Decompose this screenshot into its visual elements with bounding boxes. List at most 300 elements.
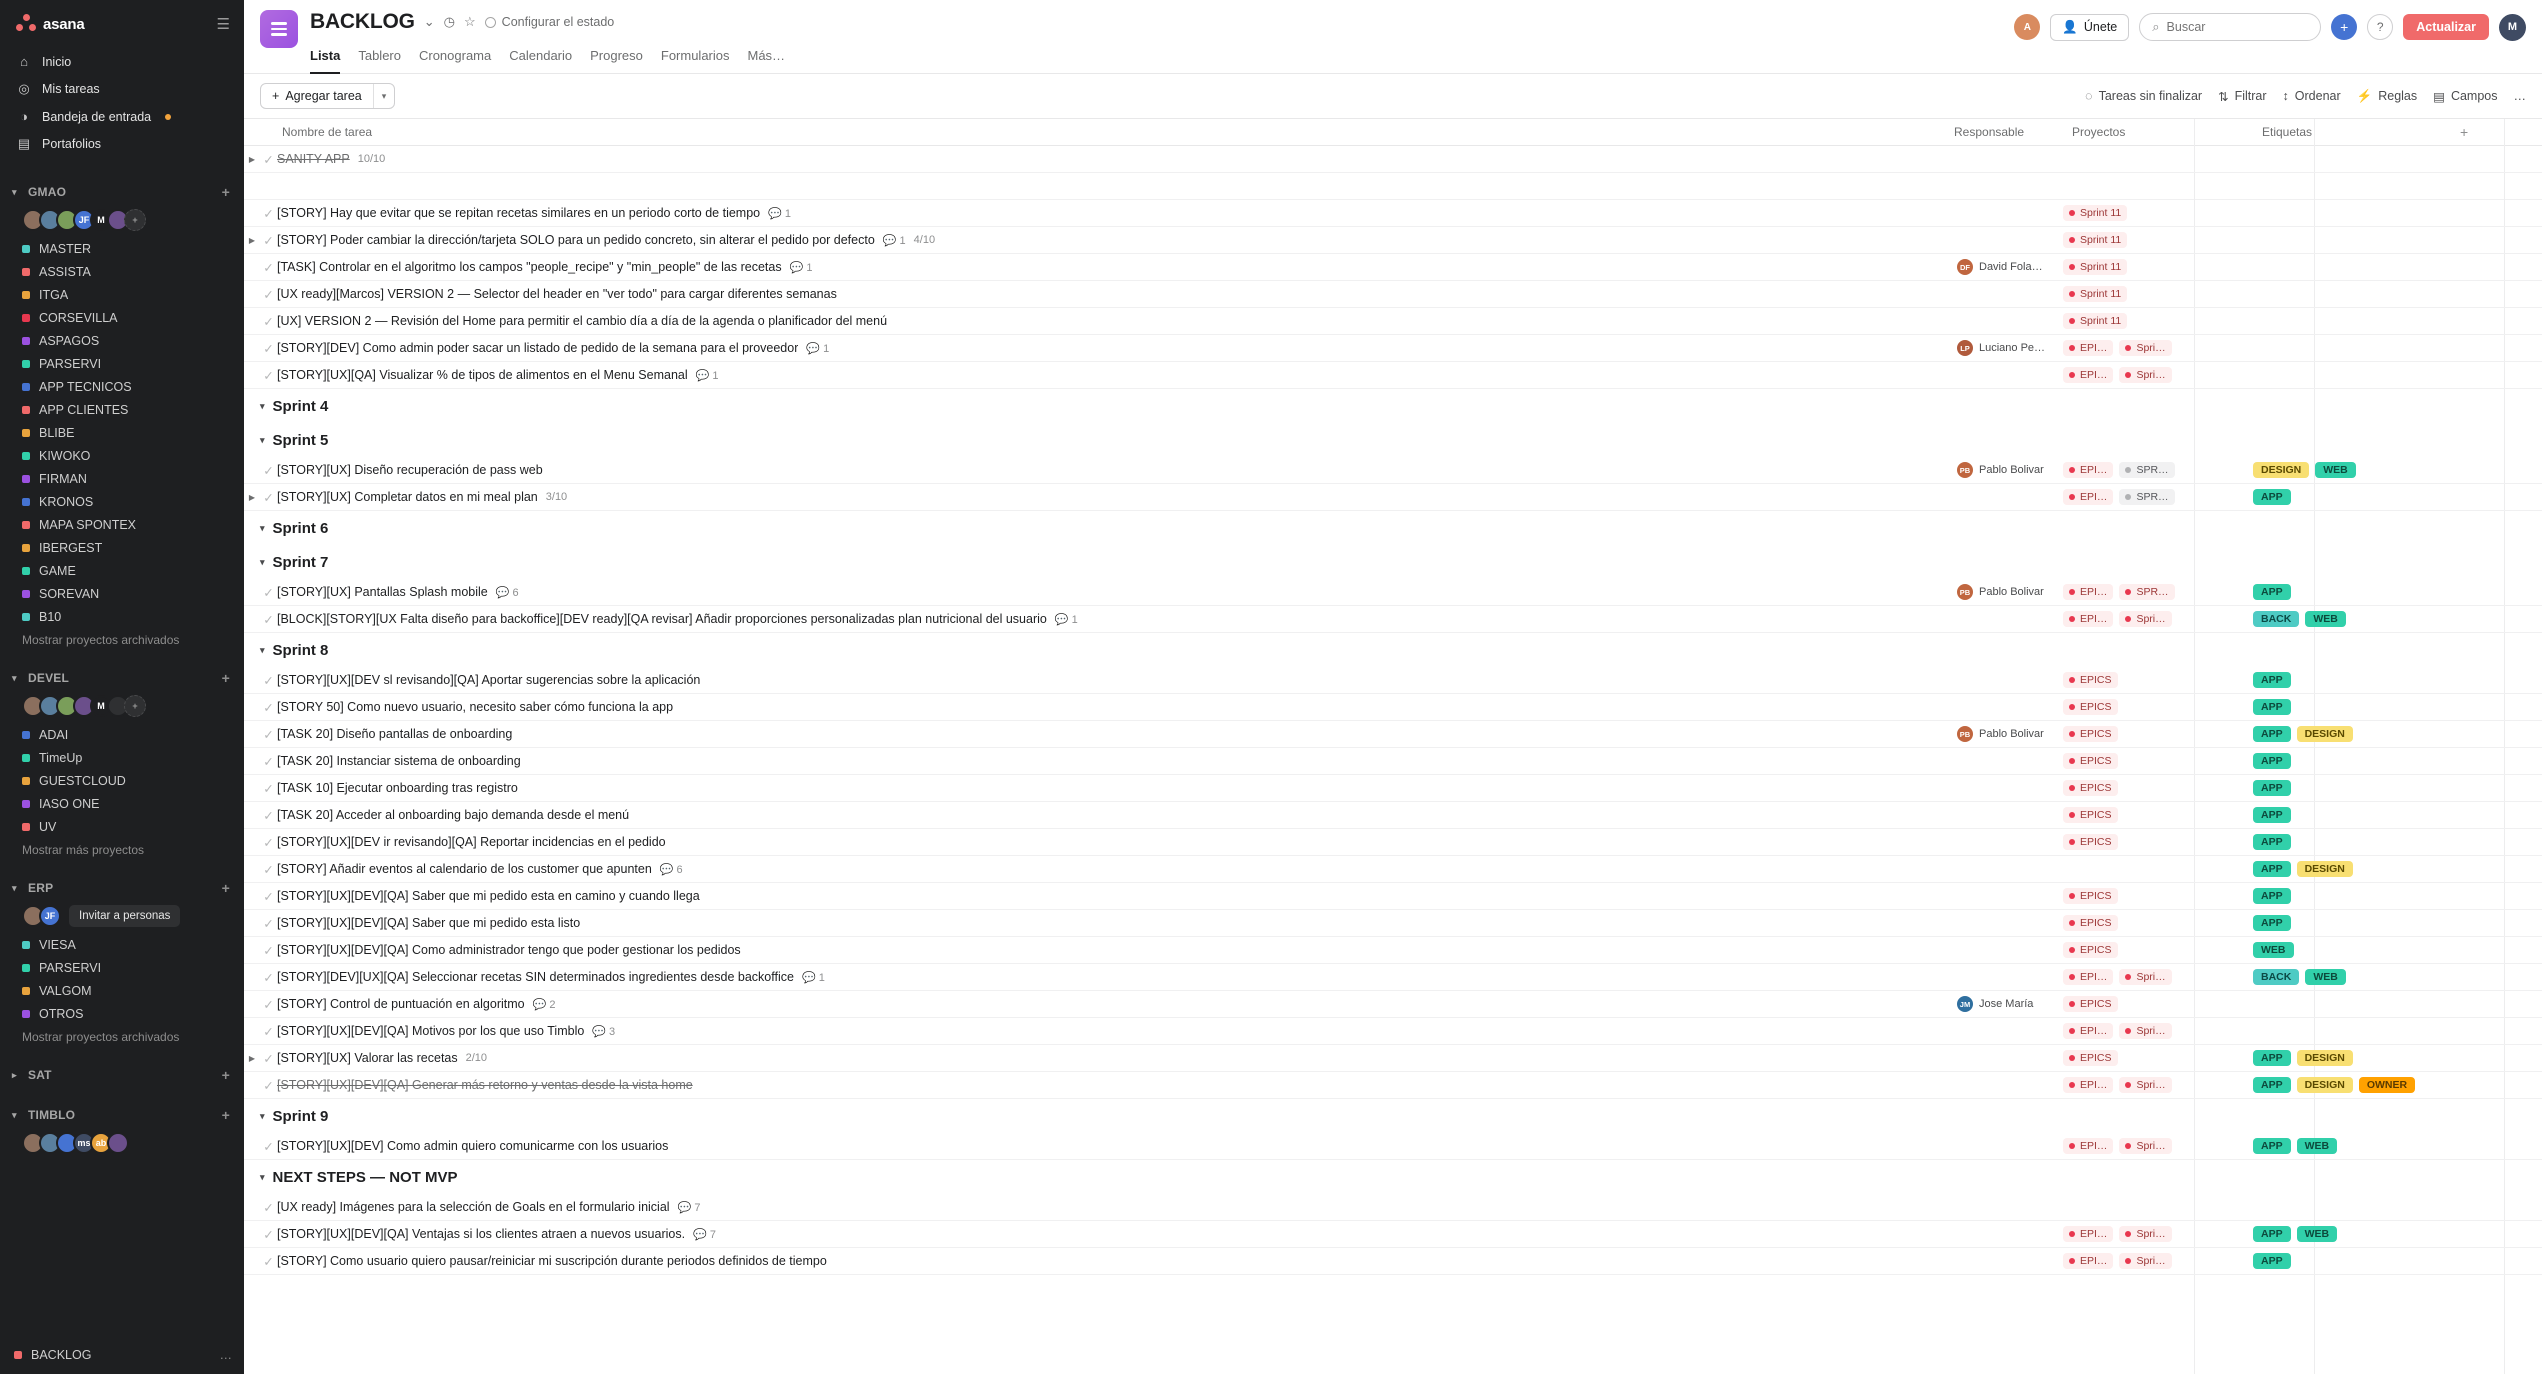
chevron-icon[interactable]: ▾ bbox=[12, 672, 17, 683]
projects-cell[interactable] bbox=[2063, 915, 2253, 931]
search-input[interactable] bbox=[2167, 20, 2309, 34]
chevron-icon[interactable]: ▸ bbox=[12, 1069, 17, 1080]
tags-cell[interactable] bbox=[2253, 834, 2443, 850]
tab-cronograma[interactable]: Cronograma bbox=[418, 48, 492, 63]
table-row[interactable] bbox=[244, 1221, 2542, 1248]
projects-cell[interactable] bbox=[2063, 753, 2253, 769]
expand-row-icon[interactable]: ▶ bbox=[248, 154, 256, 164]
sidebar-project-item[interactable] bbox=[0, 398, 244, 421]
complete-task-icon[interactable]: ✓ bbox=[263, 368, 274, 383]
filter-button[interactable] bbox=[2218, 89, 2266, 104]
add-column-button[interactable]: + bbox=[2460, 124, 2469, 140]
complete-task-icon[interactable]: ✓ bbox=[263, 612, 274, 627]
chevron-icon[interactable]: ▾ bbox=[12, 1109, 17, 1120]
complete-task-icon[interactable]: ✓ bbox=[263, 585, 274, 600]
expand-row-icon[interactable]: ▶ bbox=[248, 1053, 256, 1063]
task-name-cell[interactable] bbox=[277, 1139, 1945, 1153]
column-header-name[interactable]: Nombre de tarea bbox=[282, 125, 373, 139]
task-name-cell[interactable] bbox=[277, 1227, 1945, 1241]
more-options-button[interactable]: … bbox=[2513, 89, 2526, 103]
table-row[interactable] bbox=[244, 254, 2542, 281]
tag-chip[interactable]: APP bbox=[2253, 1138, 2291, 1154]
tags-cell[interactable] bbox=[2253, 1226, 2443, 1242]
tag-chip[interactable]: BACK bbox=[2253, 611, 2299, 627]
invite-people-button[interactable]: Invitar a personas bbox=[69, 905, 180, 927]
chevron-down-icon[interactable]: ▾ bbox=[260, 522, 265, 533]
avatar[interactable]: ab bbox=[90, 1132, 112, 1154]
task-name-cell[interactable] bbox=[277, 287, 1945, 301]
overflow-menu-icon[interactable]: … bbox=[219, 1348, 232, 1362]
complete-task-icon[interactable]: ✓ bbox=[263, 1051, 274, 1066]
tags-cell[interactable] bbox=[2253, 969, 2443, 985]
tag-chip[interactable]: WEB bbox=[2305, 611, 2346, 627]
project-chip[interactable]: EPICS bbox=[2063, 834, 2118, 850]
task-name-cell[interactable] bbox=[277, 1051, 1945, 1065]
complete-task-icon[interactable]: ✓ bbox=[263, 1024, 274, 1039]
section-header-row[interactable] bbox=[244, 389, 2542, 423]
task-name-cell[interactable] bbox=[277, 368, 1945, 382]
projects-cell[interactable] bbox=[2063, 232, 2253, 248]
projects-cell[interactable] bbox=[2063, 462, 2253, 478]
projects-cell[interactable] bbox=[2063, 699, 2253, 715]
tags-cell[interactable] bbox=[2253, 861, 2443, 877]
tag-chip[interactable]: DESIGN bbox=[2297, 1050, 2353, 1066]
clock-icon[interactable]: ◷ bbox=[443, 14, 456, 29]
complete-task-icon[interactable]: ✓ bbox=[263, 206, 274, 221]
complete-task-icon[interactable]: ✓ bbox=[263, 233, 274, 248]
project-chip[interactable]: Spri… bbox=[2119, 340, 2171, 356]
complete-task-icon[interactable]: ✓ bbox=[263, 808, 274, 823]
table-row[interactable] bbox=[244, 308, 2542, 335]
tab-formularios[interactable]: Formularios bbox=[660, 48, 730, 63]
table-row[interactable] bbox=[244, 964, 2542, 991]
project-chip[interactable]: SPR… bbox=[2119, 462, 2174, 478]
projects-cell[interactable] bbox=[2063, 367, 2253, 383]
project-chip[interactable]: EPICS bbox=[2063, 699, 2118, 715]
avatar[interactable]: JF bbox=[39, 905, 61, 927]
column-header-projects[interactable]: Proyectos bbox=[2072, 125, 2126, 139]
sidebar-project-item[interactable] bbox=[0, 375, 244, 398]
tag-chip[interactable]: APP bbox=[2253, 584, 2291, 600]
table-row[interactable] bbox=[244, 281, 2542, 308]
table-row[interactable] bbox=[244, 146, 2542, 173]
task-name-cell[interactable] bbox=[277, 673, 1945, 687]
task-name-cell[interactable] bbox=[277, 889, 1945, 903]
project-chip[interactable]: Spri… bbox=[2119, 1023, 2171, 1039]
project-chip[interactable]: EPI… bbox=[2063, 1253, 2113, 1269]
chevron-down-icon[interactable]: ▾ bbox=[260, 1171, 265, 1182]
tab-lista[interactable]: Lista bbox=[310, 44, 340, 74]
projects-cell[interactable] bbox=[2063, 340, 2253, 356]
create-button[interactable]: + bbox=[2331, 14, 2357, 40]
sidebar-project-item[interactable] bbox=[0, 444, 244, 467]
tag-chip[interactable]: APP bbox=[2253, 1077, 2291, 1093]
complete-task-icon[interactable]: ✓ bbox=[263, 463, 274, 478]
assignee-cell[interactable] bbox=[1945, 584, 2063, 600]
tag-chip[interactable]: DESIGN bbox=[2253, 462, 2309, 478]
project-chip[interactable]: Spri… bbox=[2119, 367, 2171, 383]
show-more-projects-link[interactable]: Mostrar proyectos archivados bbox=[22, 633, 180, 647]
tag-chip[interactable]: WEB bbox=[2253, 942, 2294, 958]
sidebar-project-item[interactable] bbox=[0, 979, 244, 1002]
tag-chip[interactable]: DESIGN bbox=[2297, 726, 2353, 742]
section-header-row[interactable] bbox=[244, 545, 2542, 579]
section-header-row[interactable] bbox=[244, 423, 2542, 457]
tag-chip[interactable]: APP bbox=[2253, 780, 2291, 796]
sidebar-project-item[interactable] bbox=[0, 605, 244, 628]
tab-m-s[interactable]: Más… bbox=[747, 48, 786, 63]
task-name-cell[interactable] bbox=[277, 1078, 1945, 1092]
sidebar-item-backlog[interactable] bbox=[0, 1342, 244, 1368]
chevron-down-icon[interactable]: ⌄ bbox=[423, 14, 435, 29]
tag-chip[interactable]: APP bbox=[2253, 834, 2291, 850]
table-row[interactable] bbox=[244, 335, 2542, 362]
projects-cell[interactable] bbox=[2063, 1226, 2253, 1242]
table-row[interactable] bbox=[244, 856, 2542, 883]
task-name-cell[interactable] bbox=[277, 206, 1945, 220]
sidebar-project-item[interactable] bbox=[0, 792, 244, 815]
rules-button[interactable] bbox=[2357, 89, 2418, 104]
tags-cell[interactable] bbox=[2253, 584, 2443, 600]
table-row[interactable] bbox=[244, 200, 2542, 227]
sidebar-project-item[interactable] bbox=[0, 933, 244, 956]
projects-cell[interactable] bbox=[2063, 611, 2253, 627]
project-chip[interactable]: EPI… bbox=[2063, 611, 2113, 627]
table-row[interactable] bbox=[244, 227, 2542, 254]
project-chip[interactable]: EPI… bbox=[2063, 1138, 2113, 1154]
project-chip[interactable]: EPICS bbox=[2063, 888, 2118, 904]
add-project-icon[interactable]: + bbox=[221, 1067, 230, 1083]
complete-task-icon[interactable]: ✓ bbox=[263, 754, 274, 769]
project-chip[interactable]: EPI… bbox=[2063, 969, 2113, 985]
tag-chip[interactable]: DESIGN bbox=[2297, 1077, 2353, 1093]
chevron-down-icon[interactable]: ▾ bbox=[260, 400, 265, 411]
avatar[interactable]: M bbox=[90, 695, 112, 717]
sidebar-section-header[interactable] bbox=[0, 1101, 244, 1129]
sidebar-project-item[interactable] bbox=[0, 746, 244, 769]
set-status-button[interactable] bbox=[485, 15, 615, 29]
sidebar-project-item[interactable] bbox=[0, 352, 244, 375]
sidebar-project-item[interactable] bbox=[0, 283, 244, 306]
projects-cell[interactable] bbox=[2063, 1138, 2253, 1154]
expand-row-icon[interactable]: ▶ bbox=[248, 492, 256, 502]
tag-chip[interactable]: APP bbox=[2253, 672, 2291, 688]
table-row[interactable] bbox=[244, 362, 2542, 389]
complete-task-icon[interactable]: ✓ bbox=[263, 341, 274, 356]
sidebar-section-header[interactable] bbox=[0, 664, 244, 692]
sidebar-project-item[interactable] bbox=[0, 1002, 244, 1025]
project-chip[interactable]: EPI… bbox=[2063, 1226, 2113, 1242]
chevron-down-icon[interactable]: ▾ bbox=[260, 1110, 265, 1121]
complete-task-icon[interactable]: ✓ bbox=[263, 889, 274, 904]
tag-chip[interactable]: WEB bbox=[2297, 1138, 2338, 1154]
complete-task-icon[interactable]: ✓ bbox=[263, 1200, 274, 1215]
projects-cell[interactable] bbox=[2063, 1253, 2253, 1269]
add-project-icon[interactable]: + bbox=[221, 184, 230, 200]
assignee-cell[interactable] bbox=[1945, 462, 2063, 478]
task-name-cell[interactable] bbox=[277, 233, 1945, 247]
add-task-label-wrap[interactable] bbox=[261, 84, 373, 108]
table-row[interactable] bbox=[244, 579, 2542, 606]
projects-cell[interactable] bbox=[2063, 807, 2253, 823]
tag-chip[interactable]: APP bbox=[2253, 726, 2291, 742]
complete-task-icon[interactable]: ✓ bbox=[263, 781, 274, 796]
table-row[interactable] bbox=[244, 883, 2542, 910]
task-name-cell[interactable] bbox=[277, 152, 1945, 166]
project-chip[interactable]: EPICS bbox=[2063, 672, 2118, 688]
project-chip[interactable]: Sprint 11 bbox=[2063, 259, 2127, 275]
tag-chip[interactable]: APP bbox=[2253, 1226, 2291, 1242]
complete-task-icon[interactable]: ✓ bbox=[263, 943, 274, 958]
project-chip[interactable]: SPR… bbox=[2119, 584, 2174, 600]
help-button[interactable]: ? bbox=[2367, 14, 2393, 40]
tags-cell[interactable] bbox=[2253, 1077, 2443, 1093]
tags-cell[interactable] bbox=[2253, 1050, 2443, 1066]
complete-task-icon[interactable]: ✓ bbox=[263, 1078, 274, 1093]
chevron-down-icon[interactable]: ▾ bbox=[260, 434, 265, 445]
avatar[interactable]: + bbox=[124, 695, 146, 717]
sidebar-project-item[interactable] bbox=[0, 329, 244, 352]
tag-chip[interactable]: APP bbox=[2253, 699, 2291, 715]
tags-cell[interactable] bbox=[2253, 780, 2443, 796]
sidebar-project-item[interactable] bbox=[0, 559, 244, 582]
project-chip[interactable]: EPI… bbox=[2063, 340, 2113, 356]
project-chip[interactable]: Spri… bbox=[2119, 1138, 2171, 1154]
project-chip[interactable]: EPICS bbox=[2063, 753, 2118, 769]
projects-cell[interactable] bbox=[2063, 888, 2253, 904]
sidebar-project-item[interactable] bbox=[0, 582, 244, 605]
sidebar-project-item[interactable] bbox=[0, 306, 244, 329]
assignee-cell[interactable] bbox=[1945, 259, 2063, 275]
table-row[interactable] bbox=[244, 721, 2542, 748]
tag-chip[interactable]: DESIGN bbox=[2297, 861, 2353, 877]
table-row[interactable] bbox=[244, 991, 2542, 1018]
assignee-cell[interactable] bbox=[1945, 996, 2063, 1012]
sidebar-project-item[interactable] bbox=[0, 421, 244, 444]
sidebar-section-header[interactable] bbox=[0, 178, 244, 206]
task-name-cell[interactable] bbox=[277, 835, 1945, 849]
assignee-cell[interactable] bbox=[1945, 340, 2063, 356]
projects-cell[interactable] bbox=[2063, 726, 2253, 742]
task-name-cell[interactable] bbox=[277, 260, 1945, 274]
projects-cell[interactable] bbox=[2063, 1050, 2253, 1066]
section-header-row[interactable] bbox=[244, 1099, 2542, 1133]
task-name-cell[interactable] bbox=[277, 916, 1945, 930]
sidebar-item-portafolios[interactable] bbox=[8, 130, 236, 158]
projects-cell[interactable] bbox=[2063, 313, 2253, 329]
table-row[interactable] bbox=[244, 484, 2542, 511]
complete-task-icon[interactable]: ✓ bbox=[263, 287, 274, 302]
project-chip[interactable]: EPICS bbox=[2063, 996, 2118, 1012]
tags-cell[interactable] bbox=[2253, 1138, 2443, 1154]
projects-cell[interactable] bbox=[2063, 584, 2253, 600]
projects-cell[interactable] bbox=[2063, 1077, 2253, 1093]
table-row[interactable] bbox=[244, 1045, 2542, 1072]
projects-cell[interactable] bbox=[2063, 489, 2253, 505]
tab-calendario[interactable]: Calendario bbox=[509, 48, 573, 63]
project-chip[interactable]: EPI… bbox=[2063, 462, 2113, 478]
show-more-projects-link[interactable]: Mostrar proyectos archivados bbox=[22, 1030, 180, 1044]
tag-chip[interactable]: WEB bbox=[2315, 462, 2356, 478]
table-row[interactable] bbox=[244, 667, 2542, 694]
upgrade-button[interactable]: Actualizar bbox=[2403, 14, 2489, 40]
tag-chip[interactable]: WEB bbox=[2305, 969, 2346, 985]
project-chip[interactable]: Spri… bbox=[2119, 969, 2171, 985]
project-chip[interactable]: EPICS bbox=[2063, 942, 2118, 958]
tag-chip[interactable]: APP bbox=[2253, 1050, 2291, 1066]
tags-cell[interactable] bbox=[2253, 611, 2443, 627]
join-button[interactable] bbox=[2050, 14, 2129, 41]
sidebar-project-item[interactable] bbox=[0, 467, 244, 490]
complete-task-icon[interactable]: ✓ bbox=[263, 314, 274, 329]
tag-chip[interactable]: APP bbox=[2253, 489, 2291, 505]
project-chip[interactable]: EPI… bbox=[2063, 1077, 2113, 1093]
projects-cell[interactable] bbox=[2063, 259, 2253, 275]
sidebar-project-item[interactable] bbox=[0, 815, 244, 838]
tag-chip[interactable]: APP bbox=[2253, 1253, 2291, 1269]
task-name-cell[interactable] bbox=[277, 463, 1945, 477]
show-more-projects-link[interactable]: Mostrar más proyectos bbox=[22, 843, 145, 857]
sidebar-item-mis-tareas[interactable] bbox=[8, 75, 236, 103]
projects-cell[interactable] bbox=[2063, 672, 2253, 688]
task-name-cell[interactable] bbox=[277, 754, 1945, 768]
sidebar-project-item[interactable] bbox=[0, 769, 244, 792]
sidebar-project-item[interactable] bbox=[0, 723, 244, 746]
project-chip[interactable]: Sprint 11 bbox=[2063, 313, 2127, 329]
complete-task-icon[interactable]: ✓ bbox=[263, 835, 274, 850]
task-name-cell[interactable] bbox=[277, 943, 1945, 957]
avatar[interactable]: M bbox=[90, 209, 112, 231]
complete-task-icon[interactable]: ✓ bbox=[263, 673, 274, 688]
projects-cell[interactable] bbox=[2063, 996, 2253, 1012]
tags-cell[interactable] bbox=[2253, 462, 2443, 478]
sidebar-project-item[interactable] bbox=[0, 237, 244, 260]
sidebar-item-inicio[interactable] bbox=[8, 48, 236, 75]
fields-button[interactable] bbox=[2433, 89, 2497, 104]
project-chip[interactable]: EPICS bbox=[2063, 780, 2118, 796]
tab-progreso[interactable]: Progreso bbox=[590, 48, 643, 63]
table-row[interactable] bbox=[244, 1018, 2542, 1045]
tag-chip[interactable]: OWNER bbox=[2359, 1077, 2415, 1093]
table-row[interactable] bbox=[244, 1248, 2542, 1275]
avatar[interactable]: M bbox=[2499, 14, 2526, 41]
complete-task-icon[interactable]: ✓ bbox=[263, 1139, 274, 1154]
table-row[interactable] bbox=[244, 748, 2542, 775]
table-row[interactable] bbox=[244, 457, 2542, 484]
task-name-cell[interactable] bbox=[277, 1254, 1945, 1268]
project-chip[interactable]: Sprint 11 bbox=[2063, 232, 2127, 248]
member-avatar[interactable]: A bbox=[2014, 14, 2040, 40]
table-row[interactable] bbox=[244, 694, 2542, 721]
task-name-cell[interactable] bbox=[277, 970, 1945, 984]
task-name-cell[interactable] bbox=[277, 314, 1945, 328]
column-header-tags[interactable]: Etiquetas bbox=[2262, 125, 2313, 139]
sidebar-project-item[interactable] bbox=[0, 490, 244, 513]
tags-cell[interactable] bbox=[2253, 942, 2443, 958]
complete-task-icon[interactable]: ✓ bbox=[263, 1254, 274, 1269]
tags-cell[interactable] bbox=[2253, 807, 2443, 823]
task-name-cell[interactable] bbox=[277, 1200, 1945, 1214]
tab-tablero[interactable]: Tablero bbox=[358, 48, 401, 63]
table-row[interactable] bbox=[244, 937, 2542, 964]
table-row[interactable] bbox=[244, 606, 2542, 633]
sidebar-project-item[interactable] bbox=[0, 956, 244, 979]
sidebar-project-item[interactable] bbox=[0, 536, 244, 559]
projects-cell[interactable] bbox=[2063, 834, 2253, 850]
projects-cell[interactable] bbox=[2063, 780, 2253, 796]
projects-cell[interactable] bbox=[2063, 286, 2253, 302]
tag-chip[interactable]: APP bbox=[2253, 861, 2291, 877]
project-chip[interactable]: Sprint 11 bbox=[2063, 286, 2127, 302]
complete-task-icon[interactable]: ✓ bbox=[263, 490, 274, 505]
collapse-sidebar-icon[interactable]: ☰ bbox=[216, 16, 230, 33]
assignee-cell[interactable] bbox=[1945, 726, 2063, 742]
add-project-icon[interactable]: + bbox=[221, 880, 230, 896]
project-chip[interactable]: EPICS bbox=[2063, 915, 2118, 931]
chevron-icon[interactable]: ▾ bbox=[12, 186, 17, 197]
sidebar-item-bandeja-de-entrada[interactable] bbox=[8, 103, 236, 130]
complete-task-icon[interactable]: ✓ bbox=[263, 862, 274, 877]
tags-cell[interactable] bbox=[2253, 915, 2443, 931]
section-header-row[interactable] bbox=[244, 511, 2542, 545]
tags-cell[interactable] bbox=[2253, 753, 2443, 769]
search-box[interactable] bbox=[2139, 13, 2321, 41]
task-name-cell[interactable] bbox=[277, 341, 1945, 355]
avatar[interactable]: + bbox=[124, 209, 146, 231]
asana-logo[interactable] bbox=[16, 14, 85, 34]
task-name-cell[interactable] bbox=[277, 727, 1945, 741]
tag-chip[interactable]: APP bbox=[2253, 915, 2291, 931]
projects-cell[interactable] bbox=[2063, 969, 2253, 985]
complete-task-icon[interactable]: ✓ bbox=[263, 152, 274, 167]
tag-chip[interactable]: BACK bbox=[2253, 969, 2299, 985]
add-task-button[interactable] bbox=[260, 83, 395, 109]
tags-cell[interactable] bbox=[2253, 1253, 2443, 1269]
task-name-cell[interactable] bbox=[277, 997, 1945, 1011]
table-row[interactable] bbox=[244, 1194, 2542, 1221]
project-chip[interactable]: EPICS bbox=[2063, 1050, 2118, 1066]
complete-task-icon[interactable]: ✓ bbox=[263, 916, 274, 931]
task-name-cell[interactable] bbox=[277, 1024, 1945, 1038]
task-name-cell[interactable] bbox=[277, 490, 1945, 504]
project-chip[interactable]: EPI… bbox=[2063, 584, 2113, 600]
complete-task-icon[interactable]: ✓ bbox=[263, 260, 274, 275]
project-chip[interactable]: Spri… bbox=[2119, 1226, 2171, 1242]
complete-task-icon[interactable]: ✓ bbox=[263, 727, 274, 742]
chevron-down-icon[interactable]: ▾ bbox=[260, 644, 265, 655]
avatar[interactable]: ms bbox=[73, 1132, 95, 1154]
task-name-cell[interactable] bbox=[277, 862, 1945, 876]
tag-chip[interactable]: APP bbox=[2253, 753, 2291, 769]
project-chip[interactable]: EPI… bbox=[2063, 489, 2113, 505]
task-name-cell[interactable] bbox=[277, 585, 1945, 599]
complete-task-icon[interactable]: ✓ bbox=[263, 970, 274, 985]
chevron-down-icon[interactable]: ▾ bbox=[260, 556, 265, 567]
project-chip[interactable]: Spri… bbox=[2119, 1253, 2171, 1269]
project-chip[interactable]: EPICS bbox=[2063, 726, 2118, 742]
complete-task-icon[interactable]: ✓ bbox=[263, 997, 274, 1012]
project-chip[interactable]: SPR… bbox=[2119, 489, 2174, 505]
add-project-icon[interactable]: + bbox=[221, 1107, 230, 1123]
project-chip[interactable]: Spri… bbox=[2119, 611, 2171, 627]
sidebar-section-header[interactable] bbox=[0, 1061, 244, 1089]
complete-task-icon[interactable]: ✓ bbox=[263, 700, 274, 715]
star-icon[interactable]: ☆ bbox=[464, 14, 476, 29]
sidebar-project-item[interactable] bbox=[0, 513, 244, 536]
projects-cell[interactable] bbox=[2063, 1023, 2253, 1039]
table-row[interactable] bbox=[244, 1072, 2542, 1099]
tags-cell[interactable] bbox=[2253, 888, 2443, 904]
